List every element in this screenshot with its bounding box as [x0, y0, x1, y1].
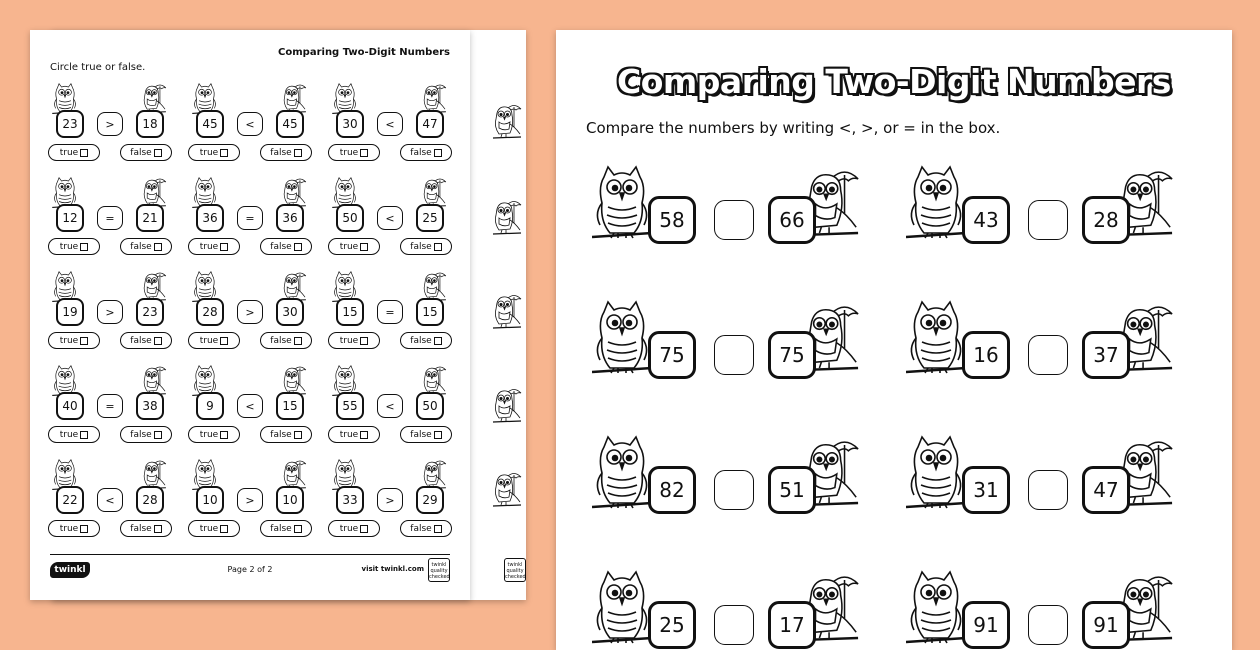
answer-options	[48, 520, 172, 537]
owl-icon	[592, 568, 652, 650]
false-label: false	[130, 335, 152, 346]
owl-icon	[592, 163, 652, 247]
owl-with-umbrella-icon	[492, 102, 522, 146]
true-option[interactable]	[328, 238, 380, 255]
answer-box[interactable]	[714, 470, 754, 510]
true-false-item	[48, 270, 172, 364]
answer-box[interactable]	[714, 335, 754, 375]
answer-options	[188, 520, 312, 537]
false-option[interactable]	[120, 238, 172, 255]
true-false-item	[48, 458, 172, 552]
checkbox-icon[interactable]	[360, 337, 368, 345]
owl-with-umbrella-icon	[492, 470, 522, 514]
comparison-item	[870, 298, 1184, 398]
false-option[interactable]	[260, 238, 312, 255]
true-label: true	[339, 429, 359, 440]
comparison-statement	[196, 204, 304, 232]
owl-icon	[906, 163, 966, 247]
true-false-item	[48, 364, 172, 458]
true-option[interactable]	[48, 238, 100, 255]
answer-options	[188, 238, 312, 255]
checkbox-icon[interactable]	[434, 243, 442, 251]
comparison-statement	[196, 392, 304, 420]
comparison-symbol: <	[97, 488, 123, 512]
answer-options	[188, 426, 312, 443]
true-false-item	[328, 364, 452, 458]
checkbox-icon[interactable]	[220, 337, 228, 345]
true-label: true	[339, 335, 359, 346]
true-false-item	[188, 82, 312, 176]
false-label: false	[270, 147, 292, 158]
false-option[interactable]	[260, 426, 312, 443]
comparison-statement	[196, 486, 304, 514]
first-number-box: 23	[56, 110, 84, 138]
checkbox-icon[interactable]	[294, 525, 302, 533]
first-number-box: 36	[196, 204, 224, 232]
second-number-box: 75	[768, 331, 816, 379]
checkbox-icon[interactable]	[80, 431, 88, 439]
owl-icon	[592, 298, 652, 382]
true-label: true	[199, 429, 219, 440]
owl-with-umbrella-icon	[492, 292, 522, 336]
false-option[interactable]	[260, 332, 312, 349]
true-label: true	[199, 523, 219, 534]
false-option[interactable]	[260, 144, 312, 161]
true-option[interactable]	[188, 520, 240, 537]
checkbox-icon[interactable]	[80, 149, 88, 157]
second-number-box: 28	[136, 486, 164, 514]
second-number-box: 17	[768, 601, 816, 649]
comparison-symbol: <	[237, 394, 263, 418]
answer-options	[188, 144, 312, 161]
checkbox-icon[interactable]	[154, 243, 162, 251]
false-option[interactable]	[400, 238, 452, 255]
true-false-item	[328, 82, 452, 176]
true-label: true	[199, 335, 219, 346]
answer-box[interactable]	[714, 200, 754, 240]
second-number-box: 18	[136, 110, 164, 138]
true-label: true	[59, 147, 79, 158]
true-option[interactable]	[48, 520, 100, 537]
comparison-statement	[336, 486, 444, 514]
comparison-row	[556, 568, 1232, 650]
false-option[interactable]	[120, 520, 172, 537]
false-label: false	[130, 241, 152, 252]
first-number-box: 75	[648, 331, 696, 379]
second-number-box: 47	[416, 110, 444, 138]
true-label: true	[199, 147, 219, 158]
false-option[interactable]	[400, 144, 452, 161]
answer-options	[328, 520, 452, 537]
second-number-box: 37	[1082, 331, 1130, 379]
checkbox-icon[interactable]	[154, 431, 162, 439]
right-worksheet-instruction: Compare the numbers by writing <, >, or = in the box.	[586, 119, 1001, 137]
true-false-item	[188, 364, 312, 458]
comparison-row	[556, 433, 1232, 533]
page-number: Page 2 of 2	[227, 565, 273, 574]
comparison-statement	[196, 110, 304, 138]
second-number-box: 38	[136, 392, 164, 420]
second-number-box: 21	[136, 204, 164, 232]
checkbox-icon[interactable]	[294, 243, 302, 251]
true-false-item	[188, 270, 312, 364]
false-label: false	[410, 429, 432, 440]
true-false-row	[48, 364, 452, 458]
first-number-box: 19	[56, 298, 84, 326]
comparison-symbol: >	[97, 300, 123, 324]
second-number-box: 36	[276, 204, 304, 232]
false-option[interactable]	[400, 520, 452, 537]
true-option[interactable]	[48, 426, 100, 443]
true-option[interactable]	[188, 332, 240, 349]
false-option[interactable]	[400, 426, 452, 443]
second-number-box: 10	[276, 486, 304, 514]
comparison-item	[556, 568, 870, 650]
comparison-statement	[336, 110, 444, 138]
true-label: true	[59, 523, 79, 534]
second-number-box: 25	[416, 204, 444, 232]
false-label: false	[270, 523, 292, 534]
comparison-symbol: =	[97, 206, 123, 230]
comparison-statement	[336, 392, 444, 420]
second-number-box: 51	[768, 466, 816, 514]
answer-options	[48, 238, 172, 255]
second-number-box: 15	[416, 298, 444, 326]
twinkl-logo-icon: twinkl	[50, 562, 90, 578]
first-number-box: 58	[648, 196, 696, 244]
true-option[interactable]	[48, 332, 100, 349]
owl-icon	[906, 433, 966, 517]
true-false-row	[48, 270, 452, 364]
false-label: false	[410, 241, 432, 252]
false-label: false	[130, 147, 152, 158]
false-label: false	[130, 523, 152, 534]
true-false-item	[328, 176, 452, 270]
checkbox-icon[interactable]	[80, 337, 88, 345]
second-number-box: 91	[1082, 601, 1130, 649]
answer-options	[328, 332, 452, 349]
comparison-statement	[56, 204, 164, 232]
checkbox-icon[interactable]	[360, 243, 368, 251]
checkbox-icon[interactable]	[294, 431, 302, 439]
comparison-symbol: =	[237, 206, 263, 230]
first-number-box: 10	[196, 486, 224, 514]
second-number-box: 47	[1082, 466, 1130, 514]
checkbox-icon[interactable]	[434, 337, 442, 345]
true-false-row	[48, 458, 452, 552]
true-false-item	[328, 270, 452, 364]
owl-with-umbrella-icon	[492, 198, 522, 242]
comparison-statement	[56, 298, 164, 326]
false-option[interactable]	[120, 144, 172, 161]
first-number-box: 40	[56, 392, 84, 420]
true-label: true	[339, 241, 359, 252]
false-label: false	[130, 429, 152, 440]
comparison-statement	[56, 110, 164, 138]
answer-options	[328, 144, 452, 161]
checkbox-icon[interactable]	[294, 149, 302, 157]
true-false-item	[188, 458, 312, 552]
second-number-box: 23	[136, 298, 164, 326]
comparison-symbol: >	[237, 488, 263, 512]
comparison-statement	[336, 204, 444, 232]
true-false-item	[328, 458, 452, 552]
first-number-box: 22	[56, 486, 84, 514]
true-label: true	[339, 147, 359, 158]
first-number-box: 30	[336, 110, 364, 138]
comparison-statement	[336, 298, 444, 326]
checkbox-icon[interactable]	[80, 243, 88, 251]
true-option[interactable]	[188, 144, 240, 161]
false-label: false	[410, 523, 432, 534]
comparison-symbol: <	[377, 394, 403, 418]
second-number-box: 29	[416, 486, 444, 514]
second-number-box: 28	[1082, 196, 1130, 244]
first-number-box: 15	[336, 298, 364, 326]
checkbox-icon[interactable]	[154, 525, 162, 533]
comparison-symbol: <	[237, 112, 263, 136]
second-number-box: 45	[276, 110, 304, 138]
owl-icon	[592, 433, 652, 517]
owl-icon	[906, 568, 966, 650]
first-number-box: 31	[962, 466, 1010, 514]
second-number-box: 15	[276, 392, 304, 420]
true-option[interactable]	[328, 426, 380, 443]
false-option[interactable]	[260, 520, 312, 537]
answer-options	[328, 426, 452, 443]
checkbox-icon[interactable]	[220, 431, 228, 439]
answer-options	[48, 332, 172, 349]
quality-badge-icon: twinkl quality checked	[428, 558, 450, 582]
checkbox-icon[interactable]	[220, 525, 228, 533]
true-label: true	[339, 523, 359, 534]
comparison-statement	[56, 486, 164, 514]
true-false-item	[188, 176, 312, 270]
comparison-statement	[56, 392, 164, 420]
checkbox-icon[interactable]	[220, 243, 228, 251]
comparison-row	[556, 298, 1232, 398]
comparison-row	[556, 163, 1232, 263]
true-option[interactable]	[328, 144, 380, 161]
checkbox-icon[interactable]	[220, 149, 228, 157]
first-number-box: 25	[648, 601, 696, 649]
footer-divider	[50, 554, 450, 555]
checkbox-icon[interactable]	[360, 149, 368, 157]
first-number-box: 33	[336, 486, 364, 514]
comparison-item	[556, 298, 870, 398]
checkbox-icon[interactable]	[154, 337, 162, 345]
first-number-box: 16	[962, 331, 1010, 379]
comparison-item	[556, 433, 870, 533]
checkbox-icon[interactable]	[360, 431, 368, 439]
comparison-symbol: >	[237, 300, 263, 324]
owl-icon	[906, 298, 966, 382]
right-worksheet-title: Comparing Two-Digit Numbers	[617, 62, 1171, 101]
comparison-symbol: =	[377, 300, 403, 324]
true-option[interactable]	[188, 426, 240, 443]
answer-options	[48, 426, 172, 443]
second-number-box: 30	[276, 298, 304, 326]
first-number-box: 50	[336, 204, 364, 232]
checkbox-icon[interactable]	[360, 525, 368, 533]
answer-box[interactable]	[714, 605, 754, 645]
checkbox-icon[interactable]	[154, 149, 162, 157]
false-option[interactable]	[120, 332, 172, 349]
comparison-symbol: <	[377, 206, 403, 230]
first-number-box: 28	[196, 298, 224, 326]
true-option[interactable]	[48, 144, 100, 161]
checkbox-icon[interactable]	[434, 525, 442, 533]
true-false-item	[48, 176, 172, 270]
false-label: false	[270, 429, 292, 440]
first-number-box: 45	[196, 110, 224, 138]
true-false-grid	[48, 82, 452, 552]
left-worksheet-page	[30, 30, 470, 600]
false-option[interactable]	[400, 332, 452, 349]
true-false-row	[48, 82, 452, 176]
false-label: false	[270, 335, 292, 346]
false-option[interactable]	[120, 426, 172, 443]
second-number-box: 50	[416, 392, 444, 420]
answer-box[interactable]	[1028, 470, 1068, 510]
comparison-item	[870, 163, 1184, 263]
checkbox-icon[interactable]	[80, 525, 88, 533]
left-worksheet-instruction: Circle true or false.	[50, 62, 146, 73]
visit-website-text: visit twinkl.com	[361, 565, 424, 573]
quality-badge-icon: twinkl quality checked	[504, 558, 526, 582]
true-label: true	[59, 241, 79, 252]
answer-options	[188, 332, 312, 349]
true-option[interactable]	[328, 520, 380, 537]
answer-options	[328, 238, 452, 255]
comparison-item	[870, 433, 1184, 533]
answer-box[interactable]	[1028, 200, 1068, 240]
comparison-symbol: >	[377, 488, 403, 512]
true-label: true	[199, 241, 219, 252]
owl-with-umbrella-icon	[492, 386, 522, 430]
comparison-symbol: =	[97, 394, 123, 418]
checkbox-icon[interactable]	[434, 431, 442, 439]
first-number-box: 91	[962, 601, 1010, 649]
true-false-row	[48, 176, 452, 270]
checkbox-icon[interactable]	[294, 337, 302, 345]
true-false-item	[48, 82, 172, 176]
right-worksheet-page	[556, 30, 1232, 650]
true-label: true	[59, 429, 79, 440]
false-label: false	[270, 241, 292, 252]
answer-options	[48, 144, 172, 161]
left-worksheet-title: Comparing Two-Digit Numbers	[278, 47, 450, 58]
false-label: false	[410, 335, 432, 346]
comparison-item	[870, 568, 1184, 650]
first-number-box: 9	[196, 392, 224, 420]
checkbox-icon[interactable]	[434, 149, 442, 157]
second-number-box: 66	[768, 196, 816, 244]
true-option[interactable]	[188, 238, 240, 255]
false-label: false	[410, 147, 432, 158]
answer-box[interactable]	[1028, 335, 1068, 375]
first-number-box: 43	[962, 196, 1010, 244]
first-number-box: 55	[336, 392, 364, 420]
comparison-symbol: <	[377, 112, 403, 136]
comparison-item	[556, 163, 870, 263]
first-number-box: 12	[56, 204, 84, 232]
comparison-statement	[196, 298, 304, 326]
answer-box[interactable]	[1028, 605, 1068, 645]
true-label: true	[59, 335, 79, 346]
comparison-symbol: >	[97, 112, 123, 136]
first-number-box: 82	[648, 466, 696, 514]
true-option[interactable]	[328, 332, 380, 349]
